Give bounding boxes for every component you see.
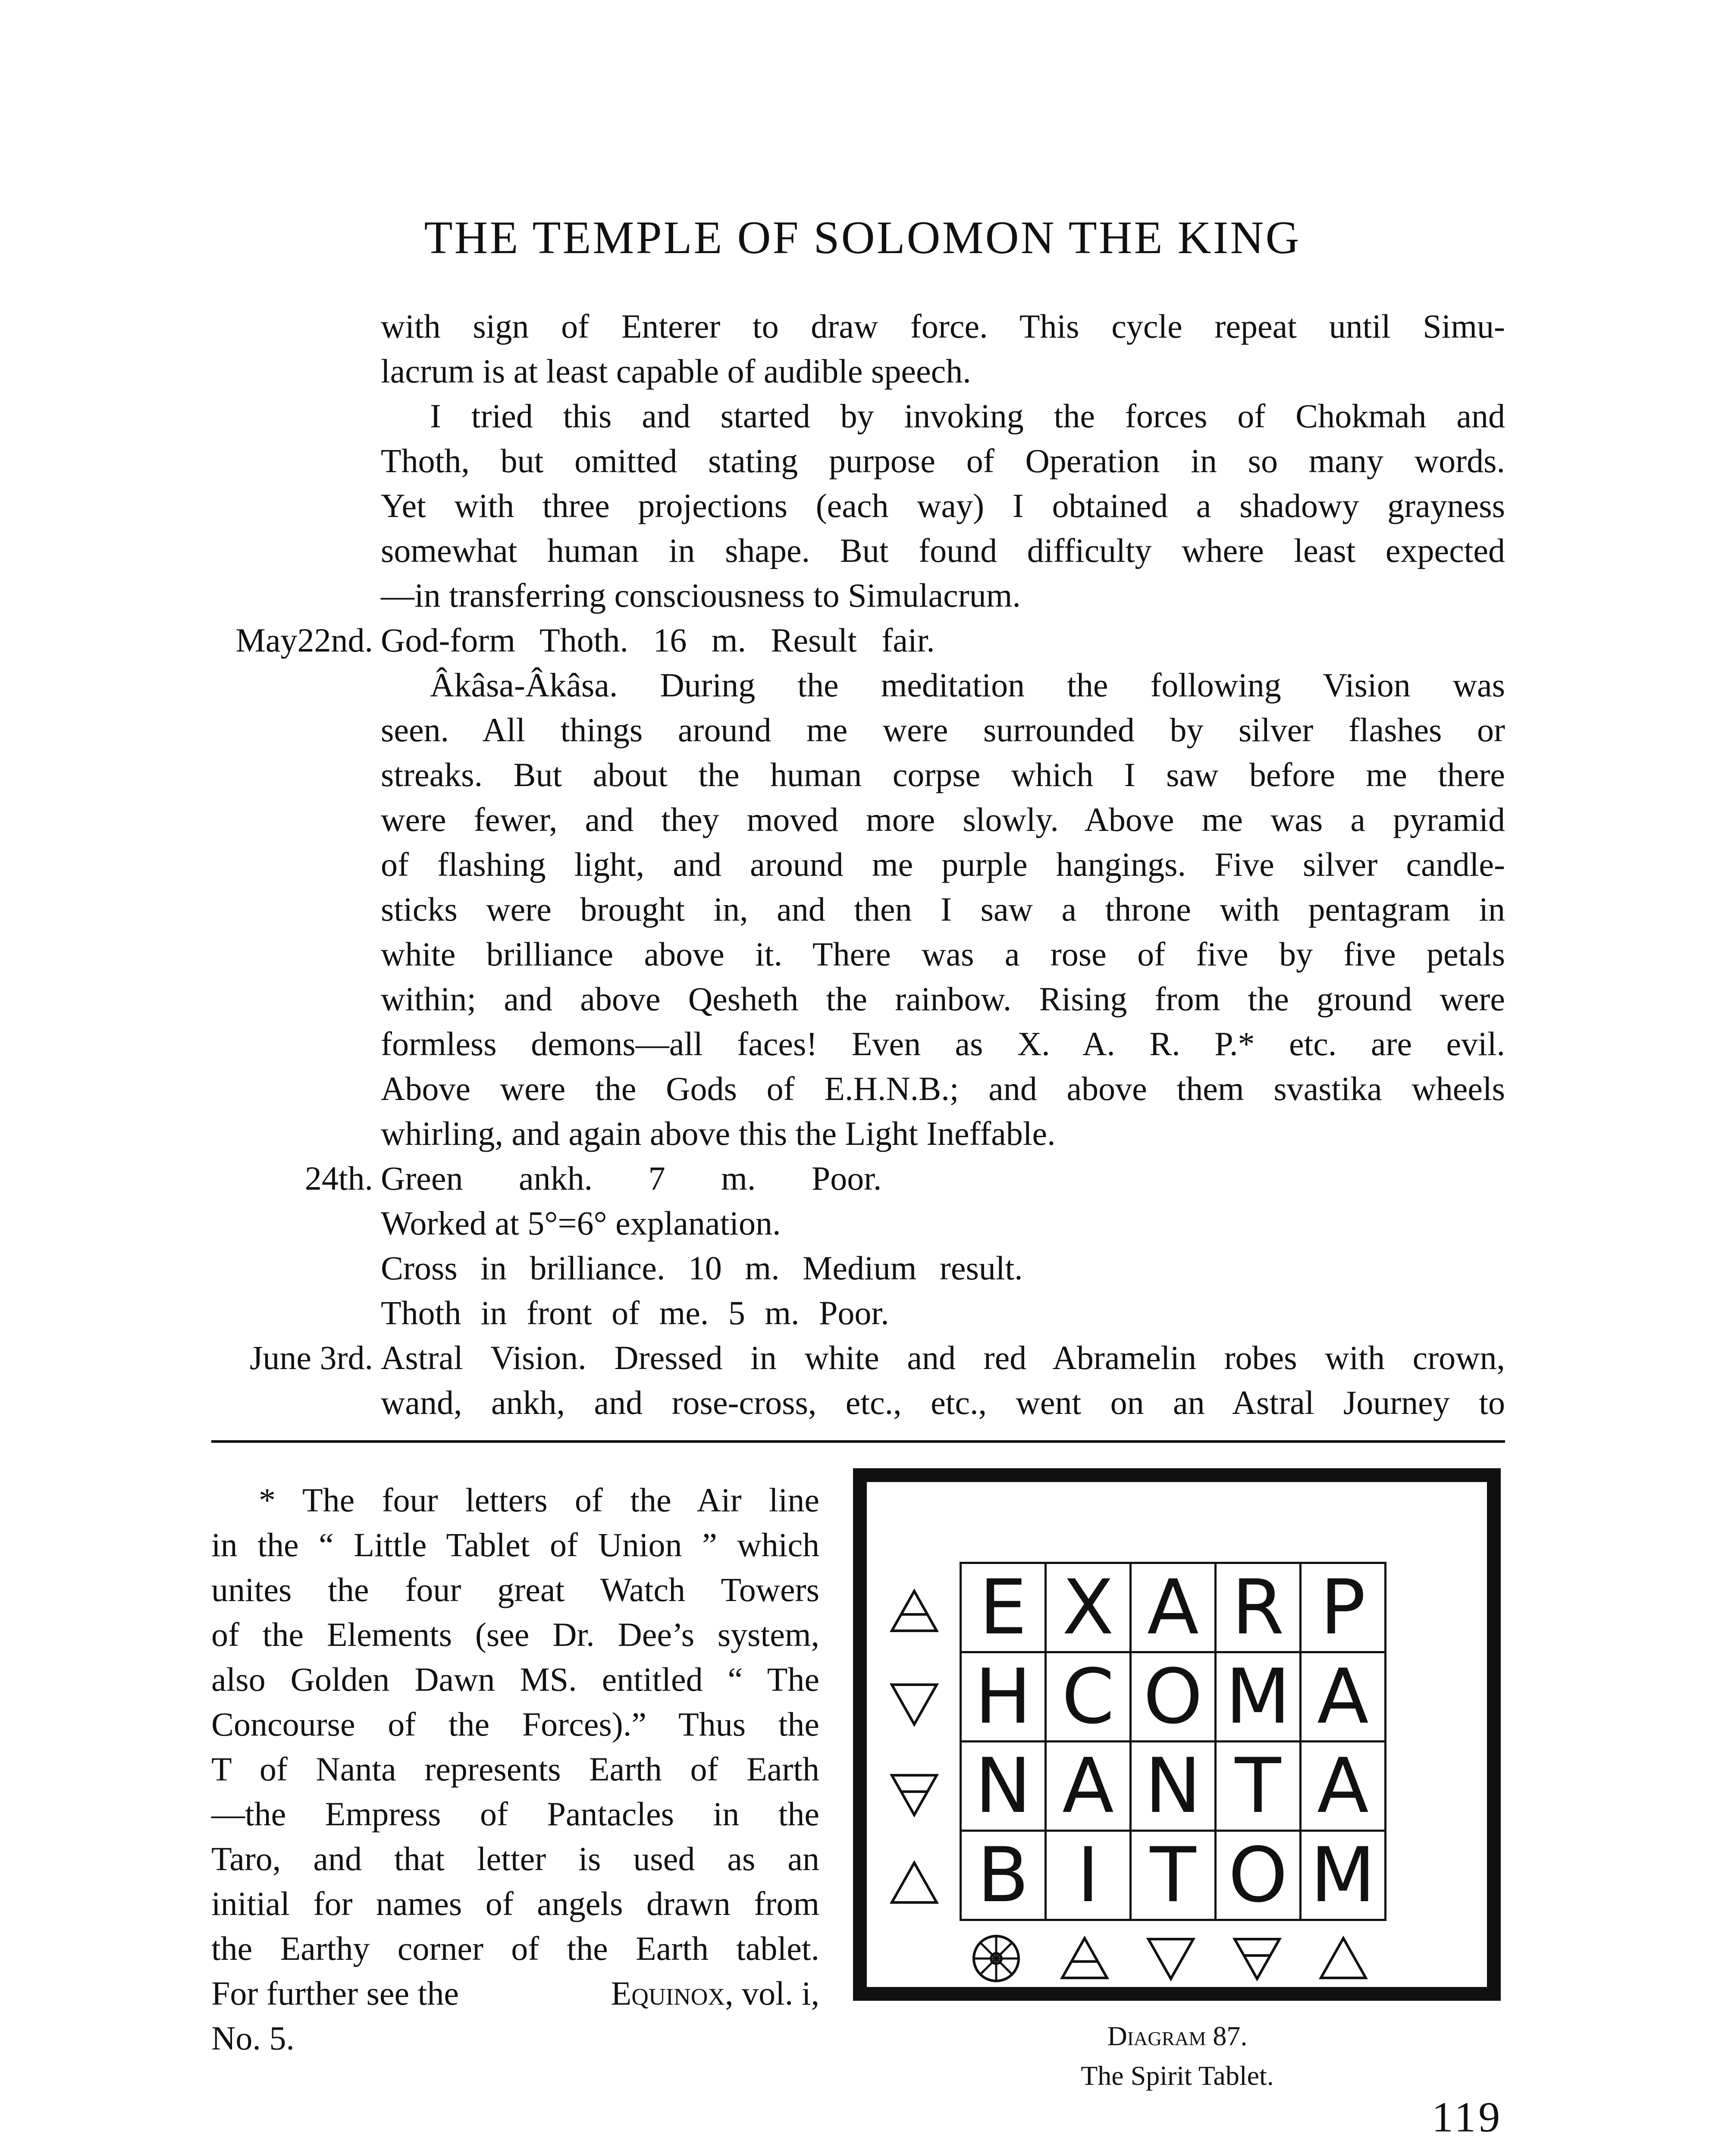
tablet-cell bbox=[1044, 1562, 1132, 1653]
tablet-cell bbox=[1044, 1740, 1132, 1832]
tablet-letter: E bbox=[979, 1564, 1027, 1651]
text-line: Âkâsa-Âkâsa. During the meditation the following Vision was bbox=[430, 666, 1505, 704]
tablet-letter: H bbox=[975, 1653, 1032, 1741]
tablet-cell bbox=[1214, 1651, 1302, 1742]
entry-date: 24th. bbox=[304, 1159, 373, 1197]
tablet-letter: M bbox=[1225, 1653, 1291, 1741]
tablet-cell bbox=[1044, 1830, 1132, 1921]
tablet-cell bbox=[1214, 1740, 1302, 1832]
footnote-line: the Earthy corner of the Earth tablet. bbox=[211, 1930, 819, 1967]
tablet-letter: A bbox=[1317, 1742, 1369, 1830]
text-line: wand, ankh, and rose-cross, etc., etc., went on an Astral Journey to bbox=[381, 1384, 1505, 1421]
footnote-rule bbox=[211, 1440, 1505, 1443]
water-triangle-icon bbox=[888, 1680, 940, 1728]
text-line: Astral Vision. Dressed in white and red Abramelin robes with crown, bbox=[381, 1339, 1505, 1376]
footnote-line: T of Nanta represents Earth of Earth bbox=[211, 1750, 819, 1788]
tablet-cell bbox=[960, 1830, 1047, 1921]
water-triangle-icon bbox=[1145, 1935, 1197, 1982]
text-line: within; and above Qesheth the rainbow. Rising from the ground were bbox=[381, 980, 1505, 1018]
entry-date: May22nd. bbox=[235, 621, 373, 659]
tablet-cell bbox=[1129, 1830, 1217, 1921]
tablet-cell bbox=[960, 1562, 1047, 1653]
tablet-cell bbox=[1129, 1740, 1217, 1832]
tablet-letter: X bbox=[1062, 1564, 1114, 1651]
fire-triangle-icon bbox=[888, 1859, 940, 1907]
text-line: —in transferring consciousness to Simulacrum. bbox=[381, 577, 1021, 614]
tablet-letter: N bbox=[975, 1742, 1032, 1830]
text-line: were fewer, and they moved more slowly. Above me was a pyramid bbox=[381, 801, 1505, 838]
footnote-text: , vol. i, bbox=[725, 1974, 819, 2012]
tablet-letter: C bbox=[1061, 1653, 1115, 1741]
tablet-letter: P bbox=[1320, 1564, 1366, 1651]
diagram-label bbox=[1026, 2022, 1328, 2050]
text-line: with sign of Enterer to draw force. This cycle repeat until Simu- bbox=[381, 307, 1505, 345]
spirit-tablet bbox=[853, 1468, 1501, 2001]
footnote-line: —the Empress of Pantacles in the bbox=[211, 1795, 819, 1833]
tablet-letter: M bbox=[1310, 1831, 1376, 1919]
text-line: God-form Thoth. 16 m. Result fair. bbox=[381, 621, 935, 659]
text-line: Yet with three projections (each way) I obtained a shadowy grayness bbox=[381, 487, 1505, 524]
tablet-letter: B bbox=[977, 1831, 1029, 1919]
diagram-word: Diagram bbox=[1107, 2021, 1206, 2051]
text-line: Thoth in front of me. 5 m. Poor. bbox=[381, 1294, 889, 1332]
diagram-number: 87. bbox=[1213, 2021, 1248, 2051]
tablet-letter: A bbox=[1317, 1653, 1369, 1741]
footnote-line: unites the four great Watch Towers bbox=[211, 1571, 819, 1608]
spirit-wheel-icon bbox=[970, 1933, 1022, 1984]
text-line: Worked at 5°=6° explanation. bbox=[381, 1204, 781, 1242]
tablet-letter: R bbox=[1232, 1564, 1284, 1651]
tablet-cell bbox=[1129, 1651, 1217, 1742]
tablet-letter: O bbox=[1143, 1653, 1203, 1741]
air-triangle-icon bbox=[888, 1588, 940, 1635]
text-line: of flashing light, and around me purple hangings. Five silver candle- bbox=[381, 846, 1505, 883]
tablet-letter: A bbox=[1062, 1742, 1114, 1830]
tablet-cell bbox=[960, 1651, 1047, 1742]
footnote-line: also Golden Dawn MS. entitled “ The bbox=[211, 1661, 819, 1698]
tablet-cell bbox=[1044, 1651, 1132, 1742]
running-title: THE TEMPLE OF SOLOMON THE KING bbox=[424, 212, 1301, 263]
text-line: I tried this and started by invoking the forces of Chokmah and bbox=[430, 397, 1505, 435]
footnote-text bbox=[611, 1974, 819, 2012]
earth-triangle-icon bbox=[1231, 1935, 1283, 1982]
text-line: streaks. But about the human corpse which I saw before me there bbox=[381, 756, 1505, 793]
earth-triangle-icon bbox=[888, 1771, 940, 1818]
tablet-letter: N bbox=[1145, 1742, 1201, 1830]
tablet-letter: I bbox=[1077, 1831, 1099, 1919]
footnote-line: * The four letters of the Air line bbox=[259, 1481, 819, 1519]
footnote-line: No. 5. bbox=[211, 2019, 295, 2057]
footnote-line: Taro, and that letter is used as an bbox=[211, 1840, 819, 1877]
entry-date: June 3rd. bbox=[250, 1339, 373, 1376]
tablet-cell bbox=[1129, 1562, 1217, 1653]
diagram-caption: The Spirit Tablet. bbox=[1081, 2060, 1274, 2091]
text-line: formless demons—all faces! Even as X. A. R. P.* etc. are evil. bbox=[381, 1025, 1505, 1062]
air-triangle-icon bbox=[1059, 1935, 1110, 1982]
tablet-cell bbox=[1299, 1830, 1386, 1921]
text-line: Cross in brilliance. 10 m. Medium result. bbox=[381, 1249, 1023, 1287]
text-line: sticks were brought in, and then I saw a throne with pentagram in bbox=[381, 890, 1505, 928]
tablet-letter: T bbox=[1150, 1831, 1196, 1919]
tablet-letter: T bbox=[1235, 1742, 1281, 1830]
footnote-line: initial for names of angels drawn from bbox=[211, 1885, 819, 1922]
text-line: Above were the Gods of E.H.N.B.; and above them svastika wheels bbox=[381, 1070, 1505, 1107]
text-line: Thoth, but omitted stating purpose of Operation in so many words. bbox=[381, 442, 1505, 479]
tablet-cell bbox=[1299, 1651, 1386, 1742]
footnote-line: Concourse of the Forces).” Thus the bbox=[211, 1705, 819, 1743]
fire-triangle-icon bbox=[1317, 1935, 1369, 1982]
footnote-line: of the Elements (see Dr. Dee’s system, bbox=[211, 1616, 819, 1653]
equinox-title: Equinox bbox=[611, 1974, 725, 2012]
footnote-line: in the “ Little Tablet of Union ” which bbox=[211, 1526, 819, 1564]
tablet-cell bbox=[1214, 1562, 1302, 1653]
text-line: whirling, and again above this the Light Ineffable. bbox=[381, 1115, 1056, 1152]
text-line: lacrum is at least capable of audible speech. bbox=[381, 352, 971, 390]
text-line: seen. All things around me were surrounded by silver flashes or bbox=[381, 711, 1505, 749]
footnote-line bbox=[211, 1974, 819, 2012]
text-line: white brilliance above it. There was a rose of five by five petals bbox=[381, 935, 1505, 973]
tablet-cell bbox=[1299, 1562, 1386, 1653]
page-number: 119 bbox=[1432, 2093, 1503, 2141]
footnote-text: For further see the bbox=[211, 1974, 459, 2012]
tablet-letter: A bbox=[1147, 1564, 1199, 1651]
text-line: Green ankh. 7 m. Poor. bbox=[381, 1159, 882, 1197]
tablet-cell bbox=[960, 1740, 1047, 1832]
tablet-cell bbox=[1299, 1740, 1386, 1832]
text-line: somewhat human in shape. But found difficulty where least expected bbox=[381, 532, 1505, 569]
tablet-cell bbox=[1214, 1830, 1302, 1921]
tablet-letter: O bbox=[1228, 1831, 1288, 1919]
